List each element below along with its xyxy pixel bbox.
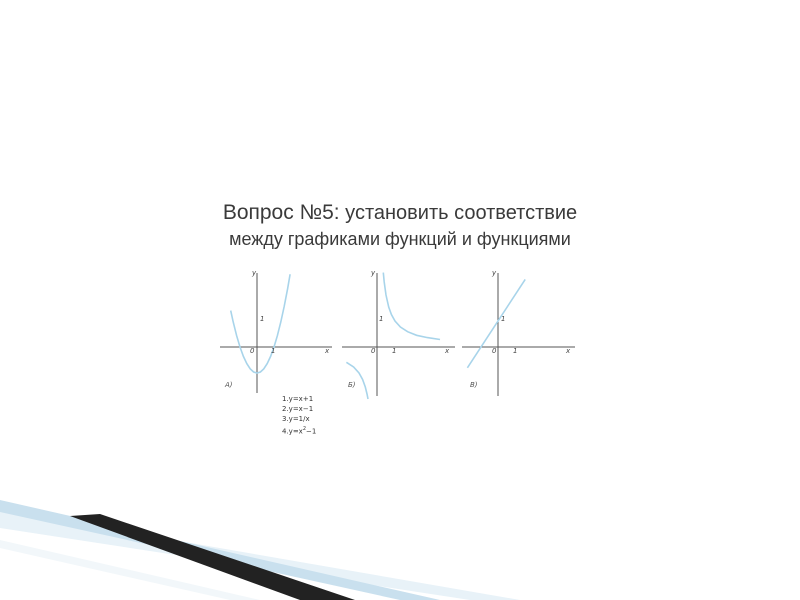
y-axis-label: y <box>371 269 376 277</box>
answer-options <box>282 394 316 436</box>
origin-label: 0 <box>371 347 376 355</box>
y-tick-1-label: 1 <box>501 315 506 323</box>
panel-label: В) <box>470 381 478 389</box>
x-axis-label: x <box>325 347 330 355</box>
graph-panel-b <box>342 269 455 399</box>
option-4-text-after: −1 <box>306 427 317 436</box>
panel-label: Б) <box>348 381 356 389</box>
y-tick-1-label: 1 <box>260 315 265 323</box>
origin-label: 0 <box>492 347 497 355</box>
graph-panel-a <box>220 269 332 393</box>
curve <box>231 274 290 373</box>
option-4-text: 4.y=x <box>282 427 303 436</box>
y-axis-label: y <box>252 269 257 277</box>
origin-label: 0 <box>250 347 255 355</box>
decorative-bottom-band <box>0 500 520 600</box>
option-4 <box>282 424 316 436</box>
option-2: 2.y=x−1 <box>282 405 314 413</box>
x-tick-1-label: 1 <box>392 347 397 355</box>
panel-label: А) <box>225 381 233 389</box>
y-tick-1-label: 1 <box>379 315 384 323</box>
question-number: Вопрос №5: <box>222 201 340 224</box>
curve-right-branch <box>383 273 440 340</box>
option-1: 1.y=x+1 <box>282 395 314 403</box>
title-line-2: между графиками функций и функциями <box>229 229 571 249</box>
x-axis-label: x <box>566 347 571 355</box>
option-3: 3.y=1/x <box>282 415 310 423</box>
title-line-1-text: установить соответствие <box>339 202 578 224</box>
x-tick-1-label: 1 <box>271 347 276 355</box>
option-4-exponent: 2 <box>302 426 307 432</box>
x-tick-1-label: 1 <box>513 347 518 355</box>
y-axis-label: y <box>492 269 497 277</box>
graph-panel-c <box>462 269 575 396</box>
x-axis-label: x <box>445 347 450 355</box>
